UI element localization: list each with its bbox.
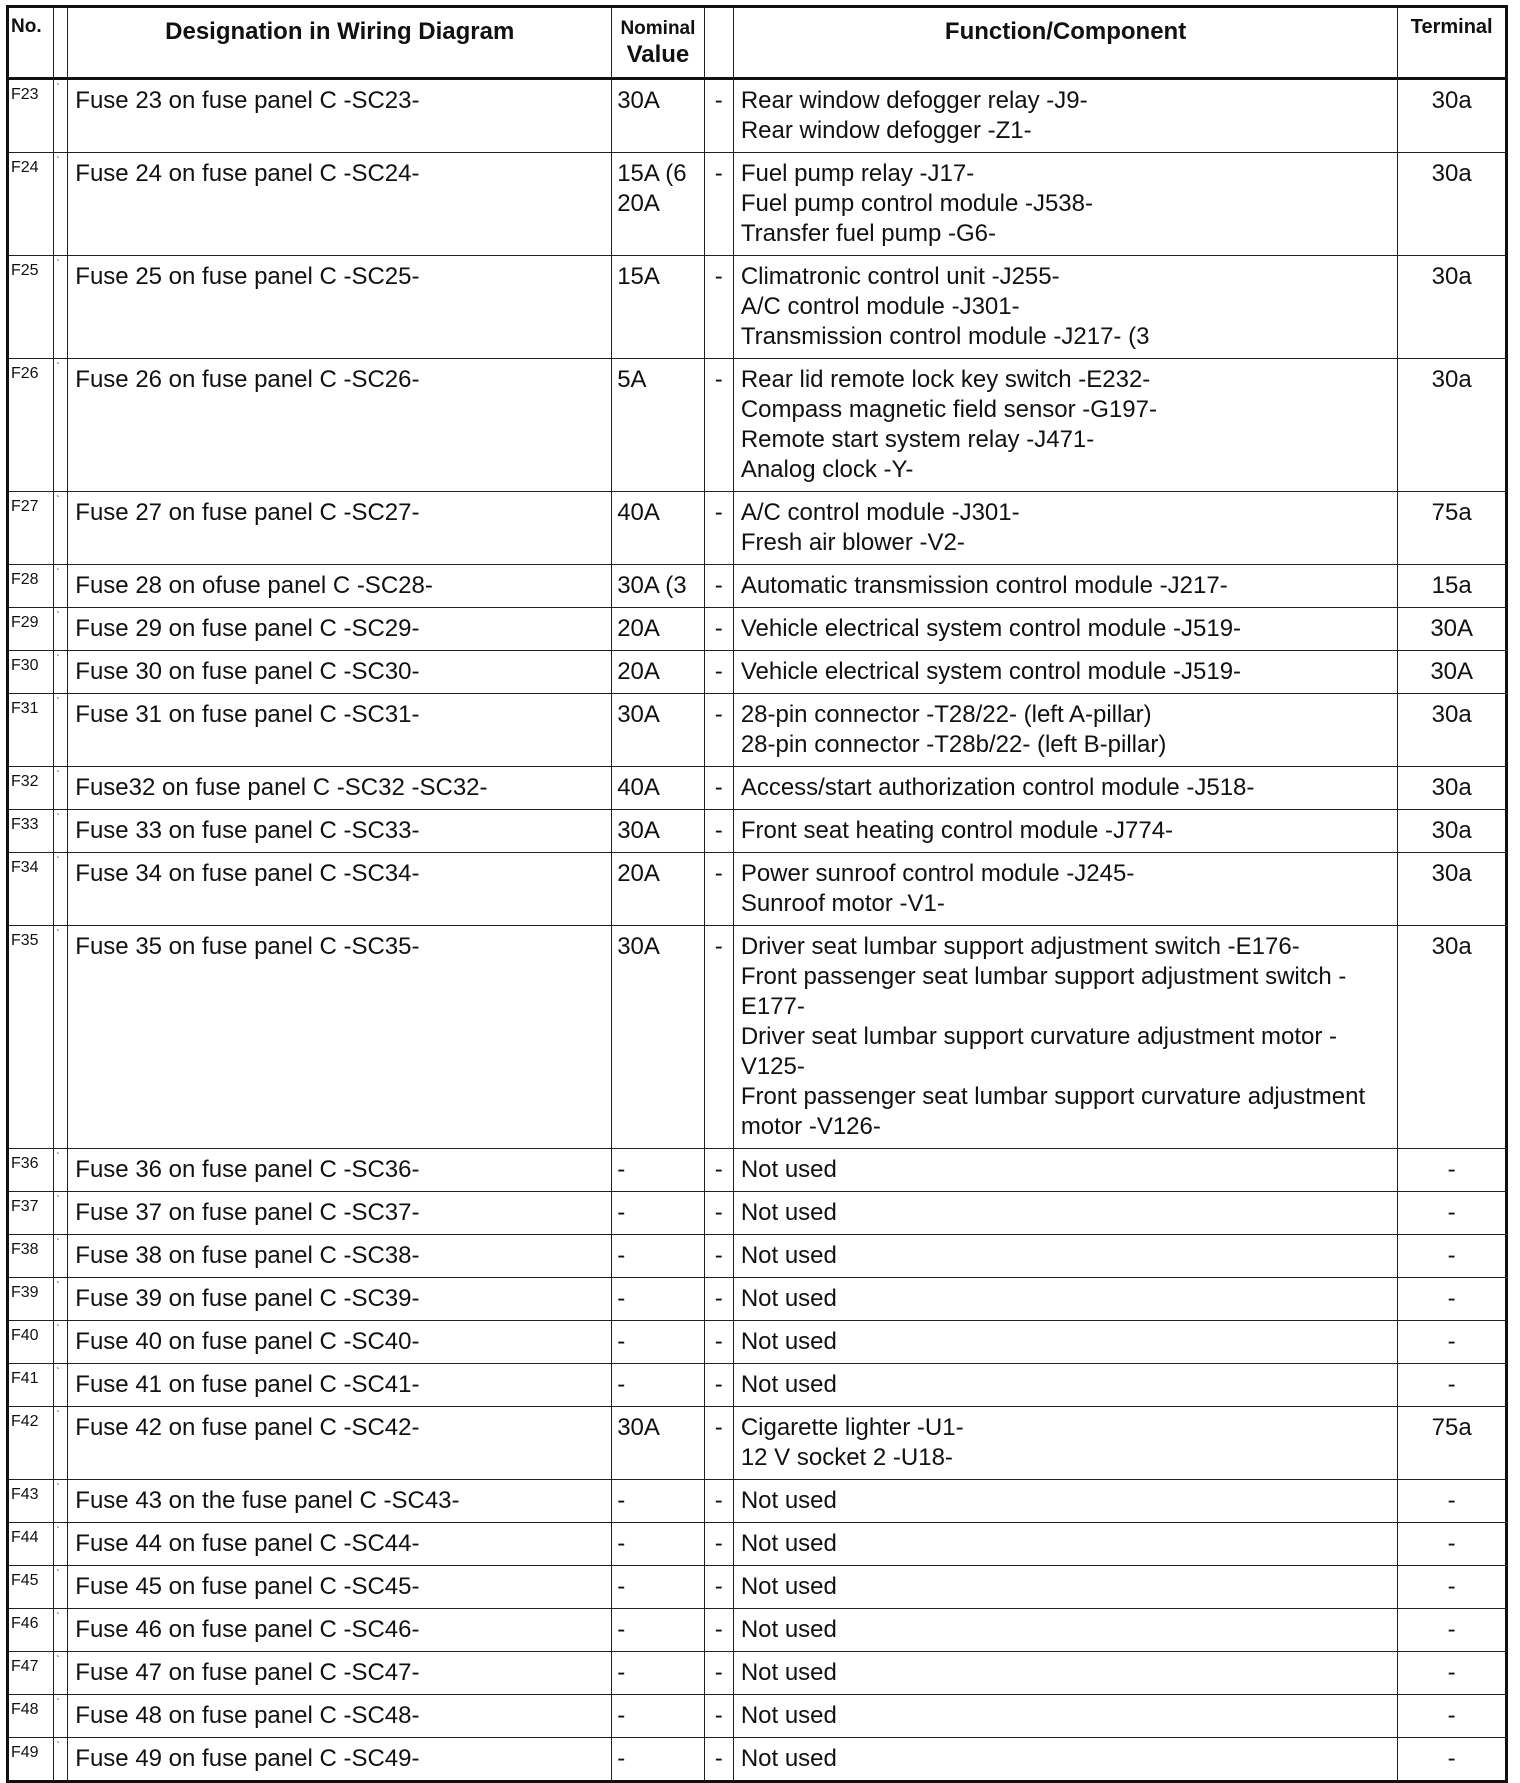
marker-cell: ` [54,1192,68,1235]
marker-cell: ` [54,651,68,694]
terminal-cell: 15a [1398,565,1507,608]
nominal-value-cell: - [612,1235,704,1278]
function-cell [733,1523,1398,1566]
terminal-cell: - [1398,1695,1507,1738]
dash-cell: - [704,926,733,1149]
marker-cell: ` [54,608,68,651]
nominal-value-cell: 30A [612,79,704,153]
terminal-cell: 30a [1398,767,1507,810]
designation-cell: Fuse32 on fuse panel C -SC32 -SC32- [68,767,612,810]
designation-cell: Fuse 42 on fuse panel C -SC42- [68,1407,612,1480]
terminal-cell: 30a [1398,359,1507,492]
function-cell [733,694,1398,767]
fuse-table-sheet [6,5,1508,1783]
fuse-number: F47 [8,1652,54,1695]
fuse-number: F44 [8,1523,54,1566]
table-row [8,1235,1507,1278]
function-line: A/C control module -J301- [740,499,1020,526]
function-cell [733,1321,1398,1364]
fuse-number: F48 [8,1695,54,1738]
fuse-number: F40 [8,1321,54,1364]
nominal-value-cell: 30A [612,1407,704,1480]
nominal-value-cell: - [612,1192,704,1235]
fuse-number: F28 [8,565,54,608]
terminal-cell: 30a [1398,79,1507,153]
dash-cell: - [704,1407,733,1480]
designation-cell: Fuse 49 on fuse panel C -SC49- [68,1738,612,1782]
terminal-cell: 75a [1398,492,1507,565]
designation-cell: Fuse 47 on fuse panel C -SC47- [68,1652,612,1695]
function-cell [733,1235,1398,1278]
function-line: 12 V socket 2 -U18- [740,1444,953,1471]
marker-cell: ` [54,810,68,853]
table-row [8,256,1507,359]
header-dash [704,7,733,79]
table-row [8,1523,1507,1566]
function-cell [733,853,1398,926]
marker-cell: ` [54,492,68,565]
marker-cell: ` [54,1278,68,1321]
function-line: Not used [740,1328,837,1355]
fuse-number: F43 [8,1480,54,1523]
function-cell [733,1566,1398,1609]
function-line: Remote start system relay -J471- [740,426,1095,453]
marker-cell: ` [54,79,68,153]
nominal-value-cell: 15A (6 20A [612,153,704,256]
marker-cell: ` [54,256,68,359]
marker-cell: ` [54,565,68,608]
function-cell [733,1364,1398,1407]
designation-cell: Fuse 34 on fuse panel C -SC34- [68,853,612,926]
function-cell [733,79,1398,153]
function-cell [733,359,1398,492]
dash-cell: - [704,79,733,153]
function-line: Power sunroof control module -J245- [740,860,1135,887]
function-line: Access/start authorization control module -J518- [740,774,1255,801]
table-row [8,565,1507,608]
table-row [8,79,1507,153]
terminal-cell: 30a [1398,926,1507,1149]
terminal-cell: 30a [1398,810,1507,853]
designation-cell: Fuse 37 on fuse panel C -SC37- [68,1192,612,1235]
nominal-value-cell: 30A [612,810,704,853]
function-line: Not used [740,1371,837,1398]
nominal-value-cell: 30A [612,926,704,1149]
function-line: Vehicle electrical system control module -J519- [740,658,1242,685]
terminal-cell: 30a [1398,153,1507,256]
fuse-number: F38 [8,1235,54,1278]
function-line: Rear window defogger -Z1- [740,117,1032,144]
function-cell [733,767,1398,810]
function-cell [733,1278,1398,1321]
table-row [8,853,1507,926]
dash-cell: - [704,492,733,565]
function-line: Not used [740,1199,837,1226]
dash-cell: - [704,1738,733,1782]
marker-cell: ` [54,359,68,492]
function-line: Not used [740,1702,837,1729]
dash-cell: - [704,694,733,767]
fuse-number: F45 [8,1566,54,1609]
designation-cell: Fuse 40 on fuse panel C -SC40- [68,1321,612,1364]
designation-cell: Fuse 23 on fuse panel C -SC23- [68,79,612,153]
marker-cell: ` [54,767,68,810]
terminal-cell: 30a [1398,694,1507,767]
nominal-value-cell: - [612,1609,704,1652]
function-cell [733,1609,1398,1652]
function-cell [733,256,1398,359]
table-row [8,926,1507,1149]
header-nominal-top: Nominal [620,18,696,39]
function-line: Not used [740,1285,837,1312]
dash-cell: - [704,651,733,694]
dash-cell: - [704,1149,733,1192]
header-row [8,7,1507,79]
terminal-cell: - [1398,1652,1507,1695]
dash-cell: - [704,1278,733,1321]
table-row [8,1738,1507,1782]
nominal-value-cell: 40A [612,767,704,810]
header-no: No. [8,7,54,79]
designation-cell: Fuse 36 on fuse panel C -SC36- [68,1149,612,1192]
function-line: 28-pin connector -T28/22- (left A-pillar) [740,701,1152,728]
function-cell [733,810,1398,853]
dash-cell: - [704,1364,733,1407]
fuse-number: F46 [8,1609,54,1652]
marker-cell: ` [54,1364,68,1407]
table-row [8,1695,1507,1738]
designation-cell: Fuse 25 on fuse panel C -SC25- [68,256,612,359]
function-line: Automatic transmission control module -J217- [740,572,1228,599]
terminal-cell: 30A [1398,608,1507,651]
table-row [8,1609,1507,1652]
dash-cell: - [704,810,733,853]
table-row [8,608,1507,651]
dash-cell: - [704,565,733,608]
table-row [8,1480,1507,1523]
function-cell [733,926,1398,1149]
function-cell [733,1695,1398,1738]
marker-cell: ` [54,1523,68,1566]
dash-cell: - [704,1480,733,1523]
fuse-number: F42 [8,1407,54,1480]
fuse-number: F39 [8,1278,54,1321]
function-cell [733,1652,1398,1695]
nominal-value-cell: - [612,1566,704,1609]
nominal-value-cell: - [612,1738,704,1782]
marker-cell: ` [54,1609,68,1652]
function-line: Not used [740,1659,837,1686]
terminal-cell: - [1398,1321,1507,1364]
function-line: Rear window defogger relay -J9- [740,87,1088,114]
function-line: Front seat heating control module -J774- [740,817,1174,844]
header-designation: Designation in Wiring Diagram [68,7,612,79]
marker-cell: ` [54,1235,68,1278]
table-row [8,1149,1507,1192]
marker-cell: ` [54,153,68,256]
table-row [8,1566,1507,1609]
terminal-cell: 30a [1398,853,1507,926]
function-cell [733,565,1398,608]
table-row [8,810,1507,853]
fuse-number: F30 [8,651,54,694]
designation-cell: Fuse 27 on fuse panel C -SC27- [68,492,612,565]
function-line: Not used [740,1530,837,1557]
terminal-cell: - [1398,1480,1507,1523]
designation-cell: Fuse 39 on fuse panel C -SC39- [68,1278,612,1321]
marker-cell: ` [54,853,68,926]
function-cell [733,1738,1398,1782]
function-cell [733,1149,1398,1192]
dash-cell: - [704,256,733,359]
table-row [8,1321,1507,1364]
designation-cell: Fuse 28 on ofuse panel C -SC28- [68,565,612,608]
fuse-number: F33 [8,810,54,853]
table-row [8,1278,1507,1321]
nominal-value-cell: - [612,1364,704,1407]
function-line: Analog clock -Y- [740,456,914,483]
function-line: Driver seat lumbar support curvature adjustment motor -V125- [740,1023,1338,1080]
terminal-cell: - [1398,1278,1507,1321]
header-function: Function/Component [733,7,1398,79]
fuse-number: F26 [8,359,54,492]
designation-cell: Fuse 29 on fuse panel C -SC29- [68,608,612,651]
designation-cell: Fuse 30 on fuse panel C -SC30- [68,651,612,694]
nominal-value-cell: - [612,1149,704,1192]
designation-cell: Fuse 44 on fuse panel C -SC44- [68,1523,612,1566]
function-line: Not used [740,1616,837,1643]
nominal-value-cell: - [612,1695,704,1738]
marker-cell: ` [54,1566,68,1609]
nominal-value-cell: - [612,1523,704,1566]
dash-cell: - [704,853,733,926]
fuse-number: F31 [8,694,54,767]
dash-cell: - [704,1609,733,1652]
function-line: Not used [740,1745,837,1772]
designation-cell: Fuse 43 on the fuse panel C -SC43- [68,1480,612,1523]
header-nominal-value [612,7,704,79]
function-line: A/C control module -J301- [740,293,1020,320]
designation-cell: Fuse 46 on fuse panel C -SC46- [68,1609,612,1652]
fuse-table [6,5,1508,1783]
function-line: Front passenger seat lumbar support adjustment switch -E177- [740,963,1347,1020]
function-line: Fuel pump relay -J17- [740,160,975,187]
function-line: Compass magnetic field sensor -G197- [740,396,1157,423]
designation-cell: Fuse 38 on fuse panel C -SC38- [68,1235,612,1278]
designation-cell: Fuse 31 on fuse panel C -SC31- [68,694,612,767]
dash-cell: - [704,1695,733,1738]
function-line: Cigarette lighter -U1- [740,1414,964,1441]
function-line: Not used [740,1156,837,1183]
function-line: Transmission control module -J217- (3 [740,323,1150,350]
fuse-number: F37 [8,1192,54,1235]
designation-cell: Fuse 26 on fuse panel C -SC26- [68,359,612,492]
fuse-number: F41 [8,1364,54,1407]
fuse-number: F29 [8,608,54,651]
nominal-value-cell: 40A [612,492,704,565]
terminal-cell: - [1398,1738,1507,1782]
table-row [8,492,1507,565]
function-line: Not used [740,1487,837,1514]
table-row [8,1652,1507,1695]
marker-cell: ` [54,694,68,767]
table-row [8,153,1507,256]
dash-cell: - [704,608,733,651]
terminal-cell: 75a [1398,1407,1507,1480]
function-line: Transfer fuel pump -G6- [740,220,997,247]
dash-cell: - [704,1192,733,1235]
nominal-value-cell: 20A [612,651,704,694]
header-blank [54,7,68,79]
marker-cell: ` [54,1149,68,1192]
terminal-cell: 30a [1398,256,1507,359]
function-cell [733,153,1398,256]
nominal-value-cell: 5A [612,359,704,492]
marker-cell: ` [54,1695,68,1738]
function-cell [733,651,1398,694]
function-line: Rear lid remote lock key switch -E232- [740,366,1151,393]
fuse-rows [8,79,1507,1782]
dash-cell: - [704,1523,733,1566]
function-cell [733,1192,1398,1235]
function-line: Not used [740,1573,837,1600]
nominal-value-cell: - [612,1652,704,1695]
fuse-number: F24 [8,153,54,256]
nominal-value-cell: - [612,1321,704,1364]
designation-cell: Fuse 33 on fuse panel C -SC33- [68,810,612,853]
table-row [8,1364,1507,1407]
fuse-number: F35 [8,926,54,1149]
function-cell [733,1407,1398,1480]
terminal-cell: - [1398,1566,1507,1609]
terminal-cell: - [1398,1235,1507,1278]
nominal-value-cell: - [612,1480,704,1523]
marker-cell: ` [54,1652,68,1695]
function-cell [733,608,1398,651]
function-line: Fuel pump control module -J538- [740,190,1093,217]
table-row [8,651,1507,694]
marker-cell: ` [54,1738,68,1782]
fuse-number: F36 [8,1149,54,1192]
dash-cell: - [704,359,733,492]
table-row [8,767,1507,810]
marker-cell: ` [54,1480,68,1523]
terminal-cell: - [1398,1364,1507,1407]
fuse-number: F32 [8,767,54,810]
marker-cell: ` [54,926,68,1149]
dash-cell: - [704,1235,733,1278]
fuse-number: F34 [8,853,54,926]
header-terminal: Terminal [1398,7,1507,79]
terminal-cell: - [1398,1149,1507,1192]
table-row [8,694,1507,767]
nominal-value-cell: 15A [612,256,704,359]
table-row [8,359,1507,492]
designation-cell: Fuse 45 on fuse panel C -SC45- [68,1566,612,1609]
marker-cell: ` [54,1321,68,1364]
terminal-cell: - [1398,1192,1507,1235]
terminal-cell: - [1398,1609,1507,1652]
nominal-value-cell: 30A (3 [612,565,704,608]
dash-cell: - [704,153,733,256]
nominal-value-cell: - [612,1278,704,1321]
dash-cell: - [704,1566,733,1609]
marker-cell: ` [54,1407,68,1480]
table-row [8,1407,1507,1480]
dash-cell: - [704,1652,733,1695]
function-line: Driver seat lumbar support adjustment switch -E176- [740,933,1300,960]
fuse-number: F27 [8,492,54,565]
function-line: 28-pin connector -T28b/22- (left B-pillar) [740,731,1167,758]
function-line: Vehicle electrical system control module -J519- [740,615,1242,642]
nominal-value-cell: 30A [612,694,704,767]
designation-cell: Fuse 41 on fuse panel C -SC41- [68,1364,612,1407]
terminal-cell: - [1398,1523,1507,1566]
function-line: Sunroof motor -V1- [740,890,945,917]
fuse-number: F49 [8,1738,54,1782]
function-line: Not used [740,1242,837,1269]
function-cell [733,492,1398,565]
function-cell [733,1480,1398,1523]
dash-cell: - [704,767,733,810]
function-line: Front passenger seat lumbar support curvature adjustment motor -V126- [740,1083,1366,1140]
function-line: Fresh air blower -V2- [740,529,965,556]
header-nominal-bottom: Value [626,41,690,68]
nominal-value-cell: 20A [612,608,704,651]
function-line: Climatronic control unit -J255- [740,263,1060,290]
designation-cell: Fuse 24 on fuse panel C -SC24- [68,153,612,256]
nominal-value-cell: 20A [612,853,704,926]
fuse-number: F23 [8,79,54,153]
terminal-cell: 30A [1398,651,1507,694]
designation-cell: Fuse 48 on fuse panel C -SC48- [68,1695,612,1738]
table-row [8,1192,1507,1235]
dash-cell: - [704,1321,733,1364]
fuse-number: F25 [8,256,54,359]
designation-cell: Fuse 35 on fuse panel C -SC35- [68,926,612,1149]
